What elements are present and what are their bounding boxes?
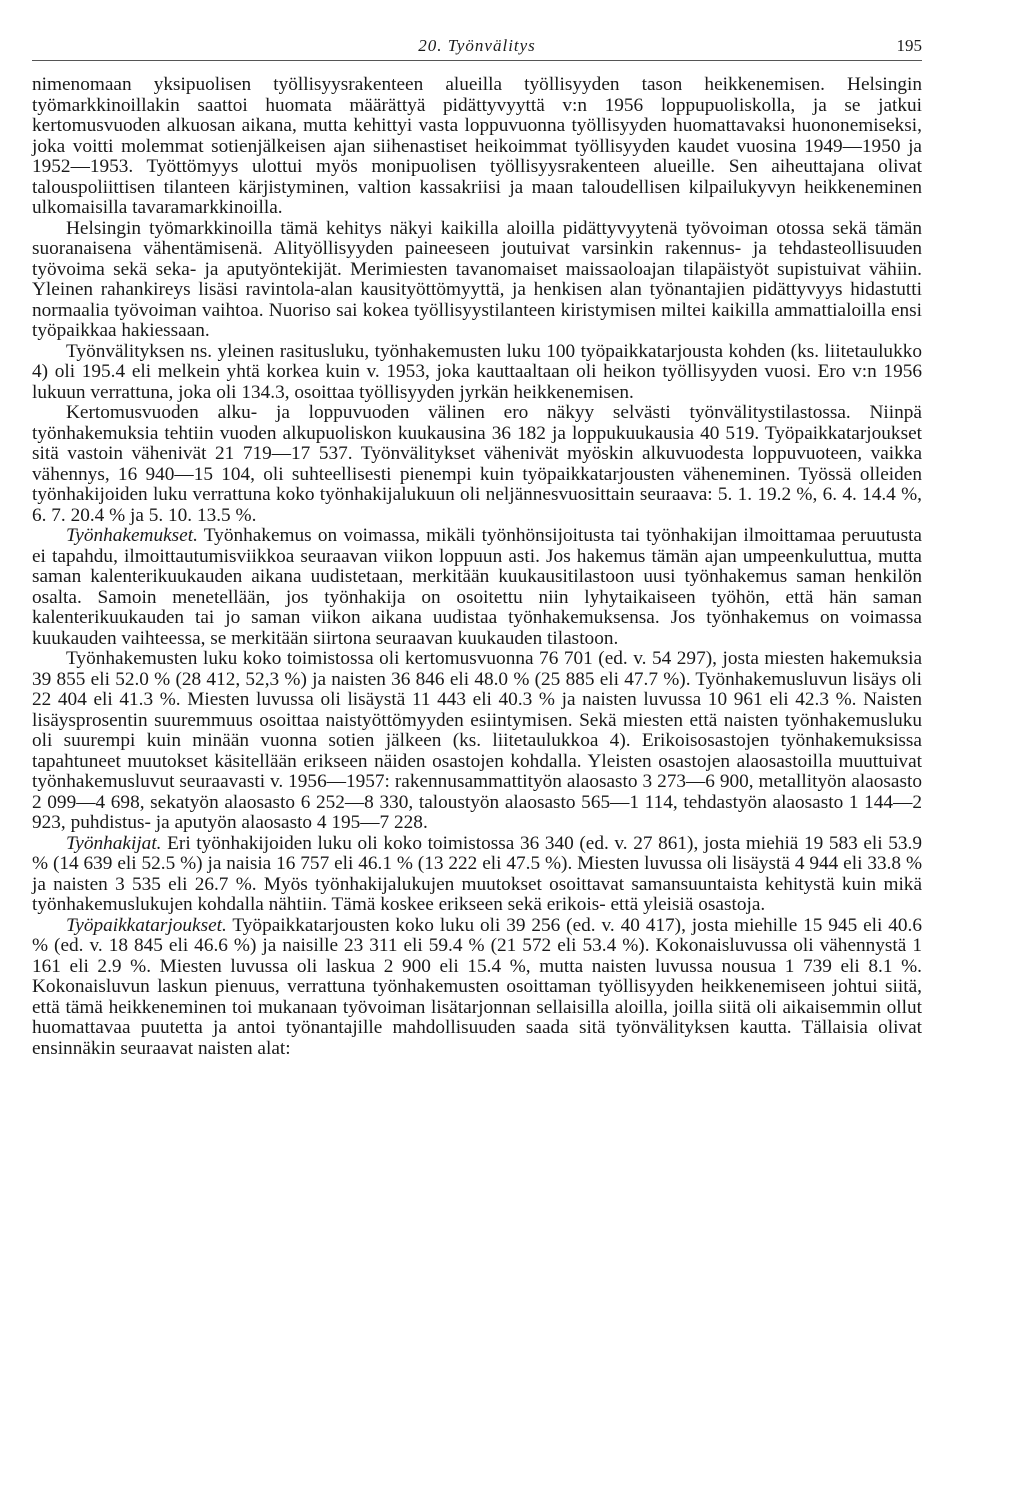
paragraph-4: Kertomusvuoden alku- ja loppuvuoden välinen ero näkyy selvästi työnvälitystilastossa. Niinpä työnhakemuksia tehtiin vuoden alkupuoliskon kuukausina 36 182 ja loppukuukausia 40 519. Työpaikkatarjoukset sitä vastoin vähenivät 21 719—17 537. Työnvälitykset vähenivät myöskin alkuvuodesta loppuvuoteen, vaikka vähennys, 16 940—15 104, oli suhteellisesti pienempi kuin työpaikkatarjousten väheneminen. Työssä olleiden työnhakijoiden luku verrattuna koko työnhakijalukuun oli neljännesvuosittain seuraava: 5. 1. 19.2 %, 6. 4. 14.4 %, 6. 7. 20.4 % ja 5. 10. 13.5 %. xyxy=(32,402,922,526)
paragraph-2: Helsingin työmarkkinoilla tämä kehitys näkyi kaikilla aloilla pidättyvyytenä työvoiman otossa sekä tämän suoranaisena vähentämisenä. Alityöllisyyden paineeseen joutuivat varsinkin rakennus- ja tehdasteollisuuden työvoima sekä seka- ja aputyöntekijät. Merimiesten tavanomaiset maissaoloajan tilapäistyöt supistuivat vähiin. Yleinen rahankireys lisäsi ravintola-alan kausityöttömyyttä, ja henkisen alan työnantajien pidättyvyys hidastutti normaalia työvoiman vaihtoa. Nuoriso sai kokea työllisyystilanteen kiristymisen miltei kaikilla ammattialoilla ensi työpaikkaa hakiessaan. xyxy=(32,217,922,341)
paragraph-7-text: Eri työnhakijoiden luku oli koko toimistossa 36 340 (ed. v. 27 861), josta miehiä 19 583 eli 53.9 % (14 639 eli 52.5 %) ja naisia 16 757 eli 46.1 % (13 222 eli 47.5 %). Miesten luvussa oli lisäystä 4 944 eli 33.8 % ja naisten 3 535 eli 26.7 %. Myös työnhakijalukujen muutokset osoittavat samansuuntaista kehitystä kuin mikä työnhakemuslukujen kohdalla nähtiin. Tämä koskee erikseen sekä erikois- että yleisiä osastoja. xyxy=(32,832,922,915)
section-lead-tyonhakijat: Työnhakijat. xyxy=(66,832,162,854)
page-number: 195 xyxy=(896,36,922,55)
paragraph-3: Työnvälityksen ns. yleinen rasitusluku, työnhakemusten luku 100 työpaikkatarjousta kohden (ks. liitetaulukko 4) oli 195.4 eli melkein yhtä korkea kuin v. 1953, joka kauttaaltaan oli heikon työllisyyden vuosi. Ero v:n 1956 lukuun verrattuna, joka oli 134.3, osoittaa työllisyyden jyrkän heikkenemisen. xyxy=(32,340,922,403)
paragraph-8-text: Työpaikkatarjousten koko luku oli 39 256 (ed. v. 40 417), josta miehille 15 945 eli 40.6 % (ed. v. 18 845 eli 46.6 %) ja naisille 23 311 eli 59.4 % (21 572 eli 53.4 %). Kokonaisluvussa oli vähennystä 1 161 eli 2.9 %. Miesten luvussa oli laskua 2 900 eli 15.4 %, mutta naisten luvussa nousua 1 739 eli 8.1 %. Kokonaisluvun laskun pienuus, verrattuna työnhakemusten osoittaman työllisyyden heikkenemiseen johtui siitä, että tämä heikkeneminen toi mukanaan työvoiman lisätarjonnan sellaisilla aloilla, joilla siitä oli aikaisemmin ollut huomattavaa puutetta ja antoi työnantajille mahdollisuuden saada sitä työnvälityksen kautta. Tällaisia olivat ensinnäkin seuraavat naisten alat: xyxy=(32,914,922,1059)
paragraph-7 xyxy=(32,834,922,916)
running-title: 20. Työnvälitys xyxy=(418,36,536,55)
section-lead-tyopaikkatarjoukset: Työpaikkatarjoukset. xyxy=(66,914,227,936)
running-header xyxy=(32,34,922,61)
document-page xyxy=(32,34,922,1059)
paragraph-5 xyxy=(32,526,922,649)
paragraph-6: Työnhakemusten luku koko toimistossa oli kertomusvuonna 76 701 (ed. v. 54 297), josta miesten hakemuksia 39 855 eli 52.0 % (28 412, 52,3 %) ja naisten 36 846 eli 48.0 % (25 885 eli 47.7 %). Työnhakemusluvun lisäys oli 22 404 eli 41.3 %. Miesten luvussa oli lisäystä 11 443 eli 40.3 % ja naisten luvussa 10 961 eli 42.3 %. Naisten lisäysprosentin suuremmuus osoittaa naistyöttömyyden esiintymisen. Sekä miesten että naisten työnhakemusluku oli suurempi kuin minään vuonna sotien jälkeen (ks. liitetaulukkoa 4). Erikoisosastojen työnhakemuksissa tapahtuneet muutokset käsitellään erikseen näiden osastojen kohdalla. Yleisten osastojen alaosastoilla muuttuivat työnhakemusluvut seuraavasti v. 1956—1957: rakennusammattityön alaosasto 3 273—6 900, metallityön alaosasto 2 099—4 698, sekatyön alaosasto 6 252—8 330, taloustyön alaosasto 565—1 114, tehdastyön alaosasto 1 144—2 923, puhdistus- ja aputyön alaosasto 4 195—7 228. xyxy=(32,648,922,833)
paragraph-5-text: Työnhakemus on voimassa, mikäli työnhönsijoitusta tai työnhakijan ilmoittamaa peruutusta ei tapahdu, ilmoittautumisviikkoa seuraavan viikon loppuun asti. Jos hakemus tämän ajan umpeenkuluttua, mutta saman kalenterikuukauden aikana uudistetaan, merkitään kuukausitilastoon uusi työnhakemus saman henkilön osalta. Samoin menetellään, jos työnhakija on osoitettu niin lyhytaikaiseen työhön, että hän saman kalenterikuukauden tai jo saman viikon aikana uudistaa työnhakemuksensa. Jos työnhakemus on voimassa kuukauden vaihteessa, se merkitään siirtona seuraavan kuukauden tilastoon. xyxy=(32,525,922,649)
paragraph-8 xyxy=(32,916,922,1060)
paragraph-1: nimenomaan yksipuolisen työllisyysrakenteen alueilla työllisyyden tason heikkenemisen. Helsingin työmarkkinoillakin saattoi huomata määrättyä pidättyvyyttä v:n 1956 loppupuoliskolla, ja se jatkui kertomusvuoden alkuosan aikana, mutta kehittyi vasta loppuvuonna työllisyyden huomattavaksi huononemiseksi, joka voitti molemmat sotienjälkeisen ajan siihenastiset heikoimmat työllisyyden kaudet vuosina 1949—1950 ja 1952—1953. Työttömyys ulottui myös monipuolisen työllisyysrakenteen alueille. Sen aiheuttajana olivat talouspoliittisen tilanteen kärjistyminen, valtion kassakriisi ja maan taloudellisen kilpailukyvyn heikkeneminen ulkomaisilla tavaramarkkinoilla. xyxy=(32,74,922,218)
section-lead-tyonhakemukset: Työnhakemukset. xyxy=(66,525,198,546)
